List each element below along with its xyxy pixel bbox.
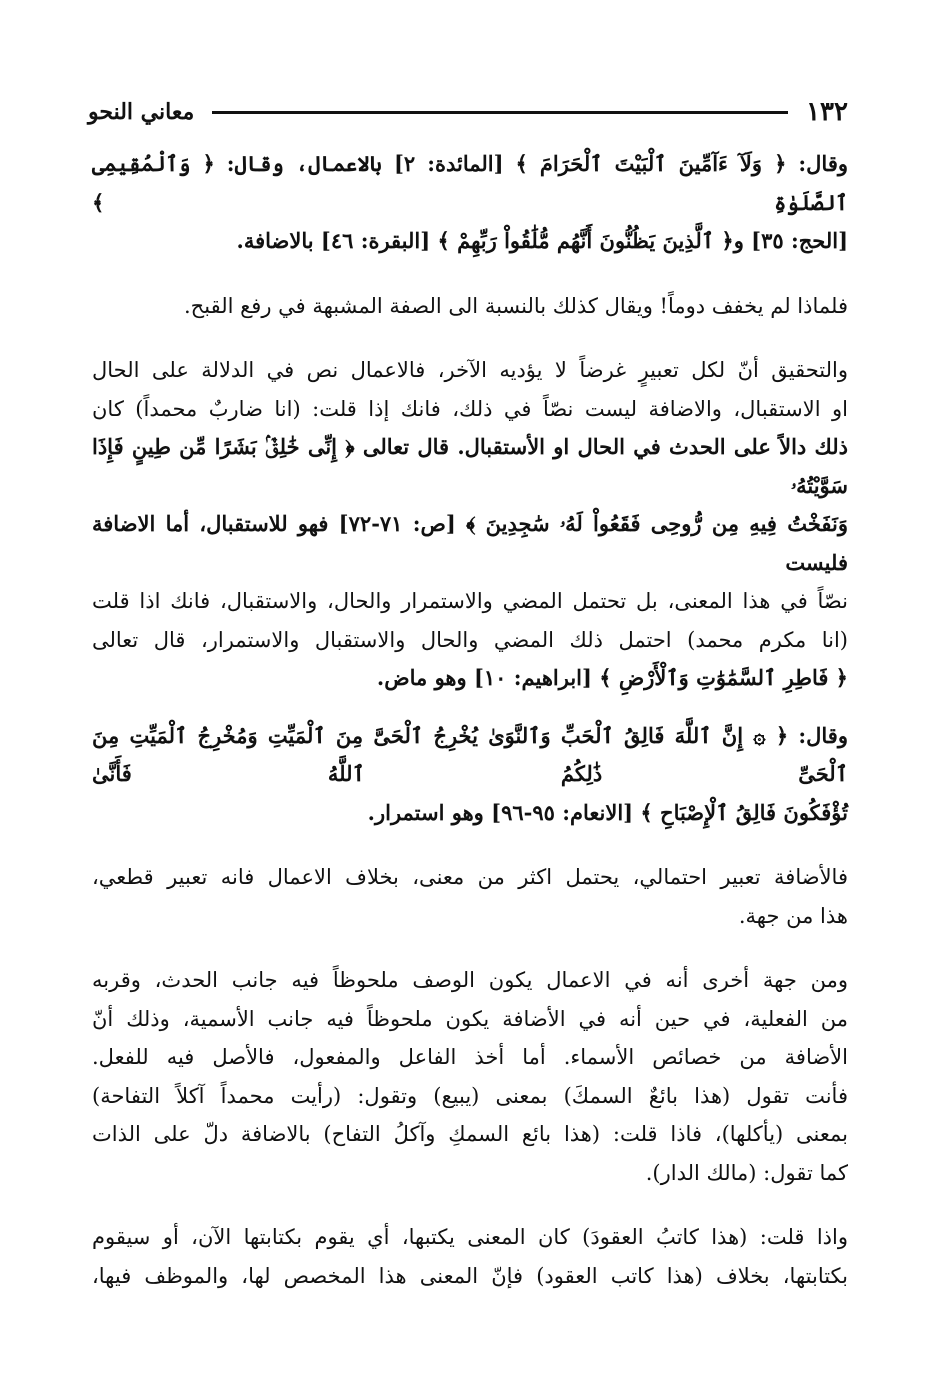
paragraph-6: [92, 961, 848, 1192]
text-line: واذا قلت: (هذا كاتبُ العقودَ) كان المعنى يكتبها، أي يقوم بكتابتها الآن، أو سيقوم: [92, 1225, 848, 1249]
text-line: هذا من جهة.: [738, 903, 848, 928]
page-body: [92, 145, 848, 1295]
text-line: تُؤْفَكُونَ فَالِقُ ٱلْإِصْبَاحِ ﴾ [الانعام: ٩٥-٩٦] وهو استمرار.: [367, 799, 848, 825]
text-line: فأنت تقول (هذا بائعٌ السمكَ) بمعنى (يبيع) وتقول: (رأيت محمداً آكلاً التفاحة): [92, 1083, 848, 1108]
text-line: الأضافة من خصائص الأسماء. أما أخذ الفاعل والمفعول، فالأصل فيه للفعل.: [92, 1045, 848, 1069]
page-number: ١٣٢: [806, 97, 848, 127]
text-line: وقال: ﴿ وَلَآ ءَآمِّينَ ٱلْبَيْتَ ٱلْحَرَامَ ﴾ [المائدة: ٢] بالاعمال، وقال: ﴿ وَٱلْمُقِيمِى ٱلصَّلَوٰةِ ﴾: [92, 151, 848, 215]
paragraph-2: [92, 287, 848, 326]
text-line: [الحج: ٣٥] و﴿ ٱلَّذِينَ يَظُنُّونَ أَنَّهُم مُّلَٰقُواْ رَبِّهِمْ ﴾ [البقرة: ٤٦] بالاضافة.: [236, 228, 848, 253]
paragraph-5: [92, 858, 848, 935]
text-line: او الاستقبال، والاضافة ليست نصّاً في ذلك، فانك إذا قلت: (انا ضاربٌ محمداً) كان: [92, 396, 848, 421]
text-line: بمعنى (يأكلها)، فاذا قلت: (هذا بائع السمكِ وآكلُ التفاح) بالاضافة دلّ على الذات: [92, 1122, 848, 1146]
header-rule: [212, 111, 788, 114]
text-line: وَنَفَخْتُ فِيهِ مِن رُّوحِى فَقَعُواْ لَهُۥ سَٰجِدِينَ ﴾ [ص: ٧١-٧٢] فهو للاستقبال، أما الاضافة فليست: [92, 511, 848, 575]
paragraph-3: [92, 351, 848, 698]
text-line: وقال: ﴿ ۞ إِنَّ ٱللَّهَ فَالِقُ ٱلْحَبِّ وَٱلنَّوَىٰ يُخْرِجُ ٱلْحَىَّ مِنَ ٱلْمَيِّتِ وَمُخْرِجُ ٱلْمَيِّتِ مِنَ ٱلْحَىِّ ذَٰلِكُمُ ٱللَّهُ فَأَنَّىٰ: [92, 722, 848, 786]
text-line: فلماذا لم يخفف دوماً! ويقال كذلك بالنسبة الى الصفة المشبهة في رفع القبح.: [184, 293, 848, 318]
text-line: ذلك دالاً على الحدث في الحال او الأستقبال. قال تعالى ﴿ إِنِّى خَٰلِقٌۢ بَشَرًا مِّن طِينٍ فَإِذَا سَوَّيْتُهُۥ: [92, 434, 848, 498]
text-line: نصّاً في هذا المعنى، بل تحتمل المضي والاستمرار والحال، والاستقبال، فانك اذا قلت: [92, 589, 848, 613]
text-line: والتحقيق أنّ لكل تعبيرٍ غرضاً لا يؤديه الآخر، فالاعمال نص في الدلالة على الحال: [92, 358, 848, 382]
book-title: معاني النحو: [88, 99, 195, 125]
text-line: كما تقول: (مالك الدار).: [645, 1160, 848, 1185]
text-line: بكتابتها، بخلاف (هذا كاتب العقود) فإنّ المعنى هذا المخصص لها، والموظف فيها،: [92, 1263, 848, 1288]
text-line: ومن جهة أخرى أنه في الاعمال يكون الوصف ملحوظاً فيه جانب الحدث، وقربه: [92, 968, 848, 992]
text-line: من الفعلية، في حين أنه في الأضافة يكون ملحوظاً فيه جانب الأسمية، وذلك أنّ: [92, 1006, 848, 1031]
text-line: فالأضافة تعبير احتمالي، يحتمل اكثر من معنى، بخلاف الاعمال فانه تعبير قطعي،: [92, 865, 848, 889]
paragraph-4: [92, 717, 848, 833]
page-header: [88, 92, 848, 132]
text-line: (انا مكرم محمد) احتمل ذلك المضي والحال والاستقبال والاستمرار، قال تعالى: [92, 627, 848, 652]
text-line: ﴿ فَاطِرِ ٱلسَّمَٰوَٰتِ وَٱلْأَرْضِ ﴾ [ابراهيم: ١٠] وهو ماض.: [376, 665, 848, 690]
paragraph-1: [92, 145, 848, 261]
paragraph-7: [92, 1218, 848, 1295]
